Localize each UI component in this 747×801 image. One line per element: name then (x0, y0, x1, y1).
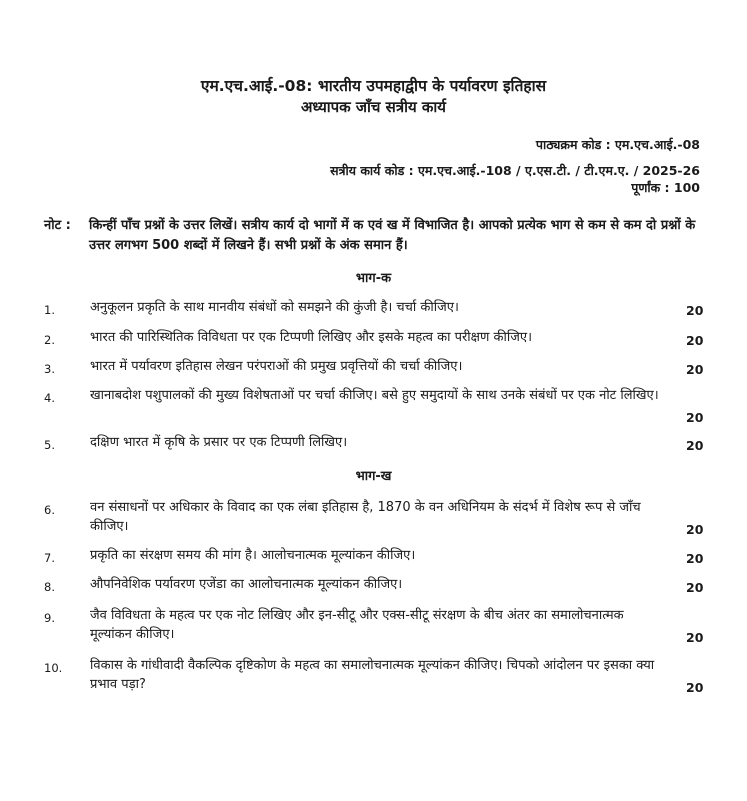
question-marks: 20 (686, 551, 704, 566)
question-number: 8. (44, 580, 55, 594)
question-number: 1. (44, 303, 55, 317)
question-number: 2. (44, 333, 55, 347)
question-marks: 20 (686, 630, 704, 645)
question-text: दक्षिण भारत में कृषि के प्रसार पर एक टिप्पणी लिखिए। (90, 435, 348, 450)
question-marks: 20 (686, 410, 704, 425)
question-marks: 20 (686, 438, 704, 453)
assignment-code: सत्रीय कार्य कोड : एम.एच.आई.-108 / ए.एस.टी. / टी.एम.ए. / 2025-26 (330, 163, 700, 178)
section-title-a: भाग-क (355, 271, 392, 286)
question-text: औपनिवेशिक पर्यावरण एजेंडा का आलोचनात्मक मूल्यांकन कीजिए। (90, 577, 403, 592)
question-text: अनुकूलन प्रकृति के साथ मानवीय संबंधों को समझने की कुंजी है। चर्चा कीजिए। (90, 300, 459, 315)
question-number: 10. (44, 661, 63, 675)
document-subtitle: अध्यापक जाँच सत्रीय कार्य (300, 98, 447, 116)
question-text: विकास के गांधीवादी वैकल्पिक दृष्टिकोण के महत्व का समालोचनात्मक मूल्यांकन कीजिए। चिपको आंदोलन पर इसका क्या प्रभाव पड़ा? (90, 658, 655, 692)
question-marks: 20 (686, 333, 704, 348)
question-number: 4. (44, 391, 55, 405)
question-text: जैव विविधता के महत्व पर एक नोट लिखिए और इन-सीटू और एक्स-सीटू संरक्षण के बीच अंतर का समालोचनात्मक मूल्यांकन कीजिए। (90, 608, 624, 642)
question-number: 7. (44, 551, 55, 565)
question-marks: 20 (686, 680, 704, 695)
question-text: भारत की पारिस्थितिक विविधता पर एक टिप्पणी लिखिए और इसके महत्व का परीक्षण कीजिए। (90, 330, 532, 345)
note-label: नोट : (44, 218, 71, 233)
course-code: पाठ्यक्रम कोड : एम.एच.आई.-08 (535, 137, 700, 152)
question-text: वन संसाधनों पर अधिकार के विवाद का एक लंबा इतिहास है, 1870 के वन अधिनियम के संदर्भ में विशेष रूप से जाँच कीजिए। (90, 500, 641, 534)
max-marks: पूर्णांक : 100 (631, 180, 700, 195)
question-number: 3. (44, 362, 55, 376)
note-text: किन्हीं पाँच प्रश्नों के उत्तर लिखें। सत्रीय कार्य दो भागों में क एवं ख में विभाजित है। आपको प्रत्येक भाग से कम से कम दो प्रश्नों के उत्तर लगभग 500 शब्दों में लिखने हैं। सभी प्रश्नों के अंक समान हैं। (89, 218, 696, 253)
question-number: 9. (44, 611, 55, 625)
section-title-b: भाग-ख (355, 469, 392, 484)
question-text: भारत में पर्यावरण इतिहास लेखन परंपराओं की प्रमुख प्रवृत्तियों की चर्चा कीजिए। (90, 359, 463, 374)
question-number: 5. (44, 438, 55, 452)
question-number: 6. (44, 503, 55, 517)
question-marks: 20 (686, 303, 704, 318)
question-text: प्रकृति का संरक्षण समय की मांग है। आलोचनात्मक मूल्यांकन कीजिए। (90, 548, 416, 563)
question-marks: 20 (686, 580, 704, 595)
question-text: खानाबदोश पशुपालकों की मुख्य विशेषताओं पर चर्चा कीजिए। बसे हुए समुदायों के साथ उनके संबंधों पर एक नोट लिखिए। (90, 388, 659, 403)
question-marks: 20 (686, 362, 704, 377)
question-marks: 20 (686, 522, 704, 537)
document-title: एम.एच.आई.-08: भारतीय उपमहाद्वीप के पर्यावरण इतिहास (200, 77, 547, 95)
